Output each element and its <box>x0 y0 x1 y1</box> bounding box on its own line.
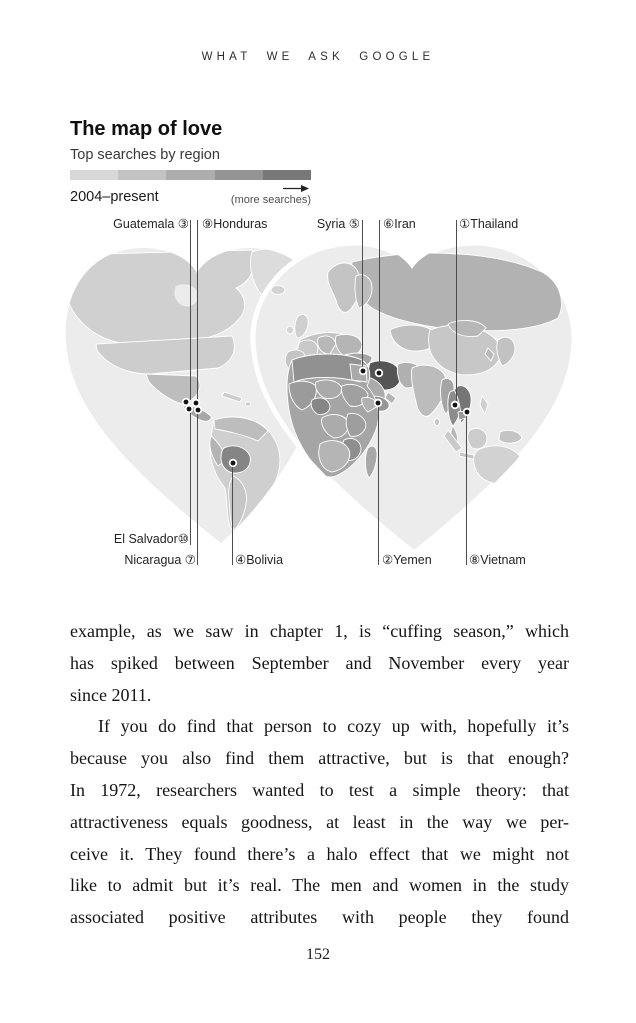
legend-segment <box>70 170 118 180</box>
iceland-shape <box>271 286 285 295</box>
body-text <box>70 616 569 934</box>
legend-period-label: 2004–present <box>70 189 159 205</box>
callout-label-yemen: ②Yemen <box>382 553 432 567</box>
legend-segment <box>215 170 263 180</box>
legend-gradient-bar <box>70 170 311 180</box>
figure-subtitle: Top searches by region <box>70 147 220 163</box>
body-line: ceive it. They found there’s a halo effect that we might not <box>70 843 569 864</box>
callout-label-honduras: ⑨Honduras <box>202 217 268 231</box>
bolivia-marker <box>229 459 237 467</box>
el-salvador-marker <box>185 405 193 413</box>
sri-lanka-shape <box>435 419 440 426</box>
legend-segment <box>263 170 311 180</box>
body-line: has spiked between September and November every year <box>70 652 569 673</box>
callout-label-bolivia: ④Bolivia <box>235 553 284 567</box>
callout-label-el-salvador: El Salvador⑩ <box>113 532 189 546</box>
callout-label-nicaragua: Nicaragua ⑦ <box>124 553 196 567</box>
right-arrow-icon <box>283 184 309 193</box>
body-line: since 2011. <box>70 684 152 705</box>
love-map-figure <box>55 212 590 574</box>
body-line: attractiveness equals goodness, at least in the way we per- <box>70 811 569 832</box>
body-line: because you also find them attractive, but is that enough? <box>70 748 569 769</box>
body-line: like to admit but it’s real. The men and women in the study <box>70 875 569 896</box>
body-line: If you do find that person to cozy up with, hopefully it’s <box>98 716 569 737</box>
ireland-shape <box>287 326 294 334</box>
callout-label-syria: Syria ⑤ <box>316 217 360 231</box>
page-number: 152 <box>306 946 330 963</box>
callout-label-thailand: ①Thailand <box>459 217 519 231</box>
body-line: associated positive attributes with people they found <box>70 907 569 928</box>
borneo-shape <box>468 428 487 448</box>
callout-label-guatemala: Guatemala ③ <box>113 217 189 231</box>
legend-segment <box>166 170 214 180</box>
caribbean-island-shape <box>246 402 251 406</box>
legend-segment <box>118 170 166 180</box>
legend-more-searches-label: (more searches) <box>230 194 311 206</box>
body-line: example, as we saw in chapter 1, is “cuffing season,” which <box>70 621 569 641</box>
figure-title: The map of love <box>70 118 223 140</box>
iran-marker <box>375 369 383 377</box>
bolivia-shape <box>221 446 250 473</box>
syria-marker <box>359 367 367 375</box>
yemen-marker <box>374 399 382 407</box>
running-head: WHAT WE ASK GOOGLE <box>201 51 435 63</box>
new-zealand-shape <box>532 484 541 498</box>
thailand-marker <box>451 401 459 409</box>
canada-shape <box>61 250 254 344</box>
body-line: In 1972, researchers wanted to test a simple theory: that <box>70 779 569 800</box>
vietnam-marker <box>463 408 471 416</box>
callout-label-iran: ⑥Iran <box>383 217 416 231</box>
callout-label-vietnam: ⑧Vietnam <box>469 553 526 567</box>
nicaragua-marker <box>194 406 202 414</box>
